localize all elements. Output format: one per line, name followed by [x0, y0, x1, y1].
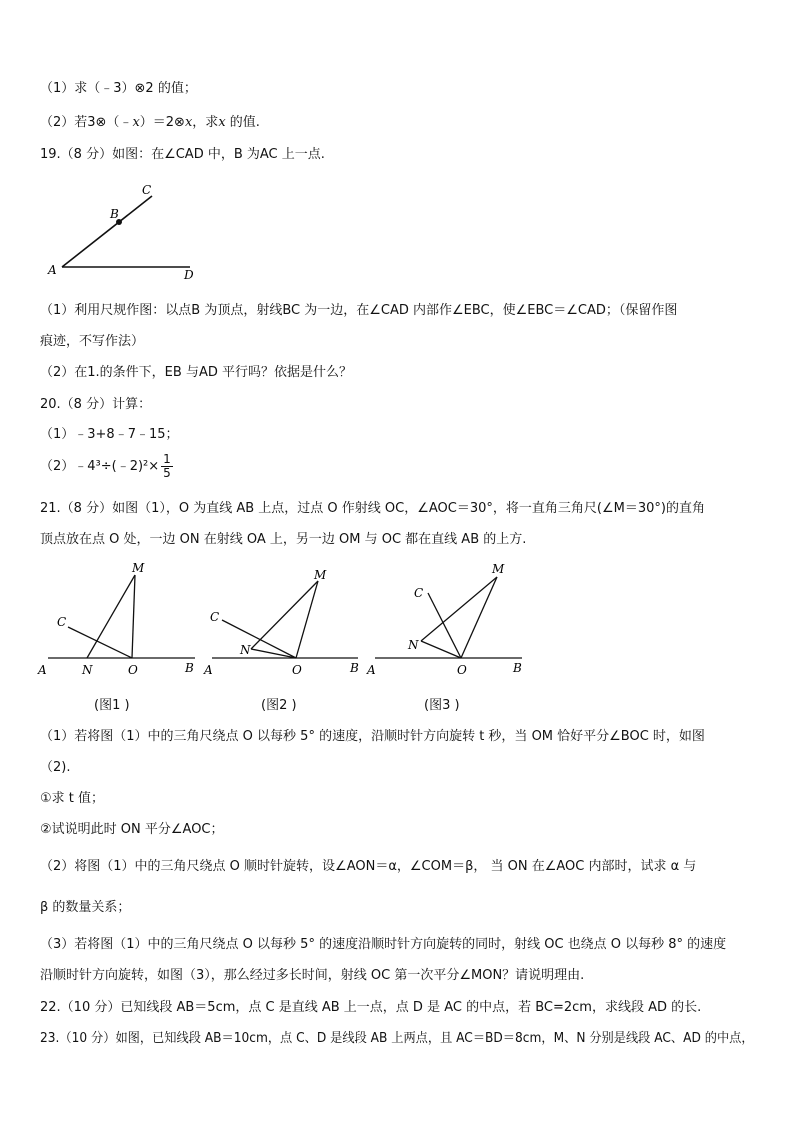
- q21-part1-sub2: ②试说明此时 ON 平分∠AOC；: [40, 822, 224, 837]
- svg-text:O: O: [457, 663, 467, 677]
- svg-text:C: C: [57, 615, 67, 629]
- q19-part1-line2: 痕迹，不写作法）: [40, 334, 145, 349]
- svg-text:A: A: [204, 663, 213, 677]
- svg-text:M: M: [492, 562, 505, 576]
- svg-text:C: C: [210, 610, 220, 624]
- caption-fig3: (图3 ): [424, 698, 460, 713]
- label-b: B: [110, 207, 119, 221]
- svg-text:N: N: [240, 643, 251, 657]
- svg-text:A: A: [367, 663, 376, 677]
- q19-title: 19.（8 分）如图：在∠CAD 中，B 为AC 上一点.: [40, 147, 325, 162]
- label-c: C: [142, 183, 152, 197]
- svg-text:M: M: [132, 561, 145, 575]
- fraction: $\frac{1}{5}$: [163, 452, 171, 480]
- q21-part2-line2: β 的数量关系；: [40, 900, 131, 915]
- q20-part1: （1）﹣3+8﹣7﹣15；: [40, 427, 179, 442]
- q21-part2-line1: （2）将图（1）中的三角尺绕点 O 顺时针旋转，设∠AON＝α，∠COM＝β， 当 ON 在∠AOC 内部时，试求 α 与: [40, 859, 697, 874]
- figure-21-1: [37, 561, 195, 677]
- q18-part2: （2）若3⊗（﹣x）＝2⊗x，求x 的值.: [40, 115, 260, 130]
- q19-part1-line1: （1）利用尺规作图：以点B 为顶点，射线BC 为一边，在∠CAD 内部作∠EBC，使∠EBC＝∠CAD；（保留作图: [40, 303, 678, 318]
- q19-part2: （2）在1.的条件下，EB 与AD 平行吗？依据是什么？: [40, 365, 352, 380]
- figure-19-angle: [40, 180, 210, 285]
- label-a: A: [48, 263, 57, 277]
- figure-21-2: [203, 568, 359, 677]
- svg-text:B: B: [513, 661, 522, 675]
- q21-part1-line2: （2).: [40, 760, 71, 775]
- q21-part1-line1: （1）若将图（1）中的三角尺绕点 O 以每秒 5° 的速度，沿顺时针方向旋转 t 秒，当 OM 恰好平分∠BOC 时，如图: [40, 729, 705, 744]
- caption-fig1: (图1 ): [94, 698, 130, 713]
- q20-part2: （2）﹣4³÷(﹣2)²× $\frac{1}{5}$: [40, 452, 171, 480]
- figure-21-3: [366, 562, 522, 677]
- q18-part1: （1）求（﹣3）⊗2 的值；: [40, 81, 197, 96]
- q21-part1-sub1: ①求 t 值；: [40, 791, 105, 806]
- caption-fig2: (图2 ): [261, 698, 297, 713]
- q21-part3-line2: 沿顺时针方向旋转，如图（3），那么经过多长时间，射线 OC 第一次平分∠MON？请说明理由.: [40, 968, 585, 983]
- q21-title-line1: 21.（8 分）如图（1），O 为直线 AB 上点，过点 O 作射线 OC，∠AOC＝30°，将一直角三角尺(∠M＝30°)的直角: [40, 501, 705, 516]
- svg-text:A: A: [38, 663, 47, 677]
- svg-text:M: M: [314, 568, 327, 582]
- figure-21-set: [30, 555, 540, 685]
- svg-text:B: B: [185, 661, 194, 675]
- q23: 23.（10 分）如图，已知线段 AB＝10cm，点 C、D 是线段 AB 上两点，且 AC＝BD＝8cm，M、N 分别是线段 AC、AD 的中点，: [40, 1031, 754, 1046]
- q21-title-line2: 顶点放在点 O 处，一边 ON 在射线 OA 上，另一边 OM 与 OC 都在直线 AB 的上方.: [40, 532, 527, 547]
- svg-text:C: C: [414, 586, 424, 600]
- svg-text:N: N: [82, 663, 93, 677]
- q22: 22.（10 分）已知线段 AB＝5cm，点 C 是直线 AB 上一点，点 D 是 AC 的中点，若 BC=2cm，求线段 AD 的长.: [40, 1000, 702, 1015]
- q21-part3-line1: （3）若将图（1）中的三角尺绕点 O 以每秒 5° 的速度沿顺时针方向旋转的同时，射线 OC 也绕点 O 以每秒 8° 的速度: [40, 937, 727, 952]
- q20-title: 20.（8 分）计算：: [40, 397, 152, 412]
- svg-text:O: O: [292, 663, 302, 677]
- label-d: D: [184, 268, 194, 282]
- svg-text:B: B: [350, 661, 359, 675]
- svg-text:N: N: [408, 638, 419, 652]
- svg-text:O: O: [128, 663, 138, 677]
